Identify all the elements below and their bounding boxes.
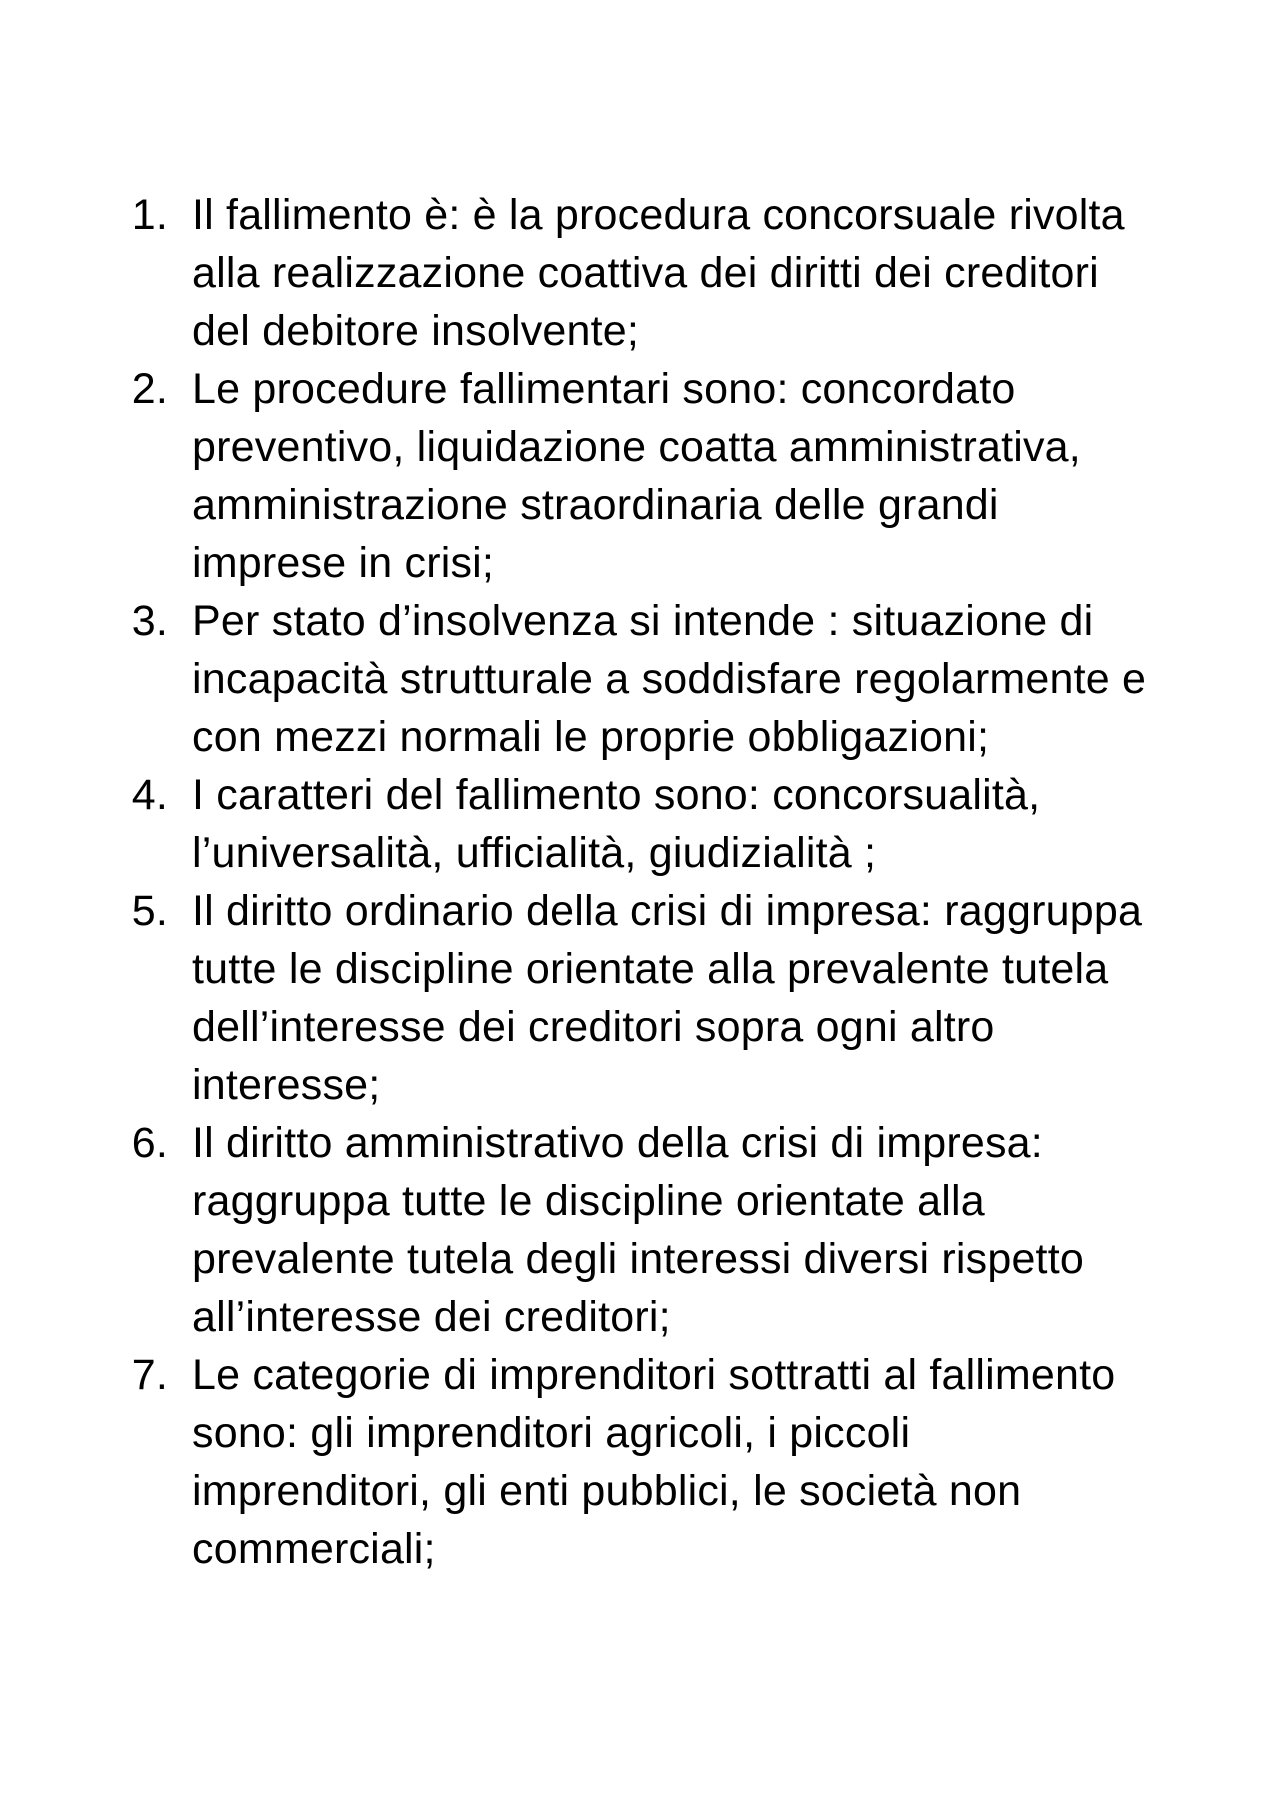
item-text: Le categorie di imprenditori sottratti al fallimento sono: gli imprenditori agricoli, i piccoli imprenditori, gli enti pubblici, le società non commerciali; [192, 1351, 1116, 1573]
item-number: 5. [131, 887, 168, 935]
item-number: 6. [131, 1119, 168, 1167]
item-text: Il diritto amministrativo della crisi di impresa: raggruppa tutte le discipline orientate alla prevalente tutela degli interessi diversi rispetto all’interesse dei creditori; [192, 1119, 1084, 1341]
item-number: 2. [131, 365, 168, 413]
item-number: 3. [131, 597, 168, 645]
list-item [120, 592, 1160, 766]
list-item [120, 1346, 1160, 1578]
item-number: 7. [131, 1351, 168, 1399]
list-item [120, 766, 1160, 882]
item-number: 1. [131, 191, 168, 239]
item-text: Le procedure fallimentari sono: concordato preventivo, liquidazione coatta amministrativa, amministrazione straordinaria delle grandi imprese in crisi; [192, 365, 1081, 587]
list-item [120, 882, 1160, 1114]
item-text: Il fallimento è: è la procedura concorsuale rivolta alla realizzazione coattiva dei diritti dei creditori del debitore insolvente; [192, 191, 1125, 355]
item-text: Il diritto ordinario della crisi di impresa: raggruppa tutte le discipline orientate alla prevalente tutela dell’interesse dei creditori sopra ogni altro interesse; [192, 887, 1143, 1109]
numbered-list [120, 186, 1160, 1578]
item-text: Per stato d’insolvenza si intende : situazione di incapacità strutturale a soddisfare regolarmente e con mezzi normali le proprie obbligazioni; [192, 597, 1147, 761]
list-item [120, 186, 1160, 360]
item-number: 4. [131, 771, 168, 819]
list-item [120, 1114, 1160, 1346]
item-text: I caratteri del fallimento sono: concorsualità, l’universalità, ufficialità, giudizialità ; [192, 771, 1041, 877]
list-item [120, 360, 1160, 592]
